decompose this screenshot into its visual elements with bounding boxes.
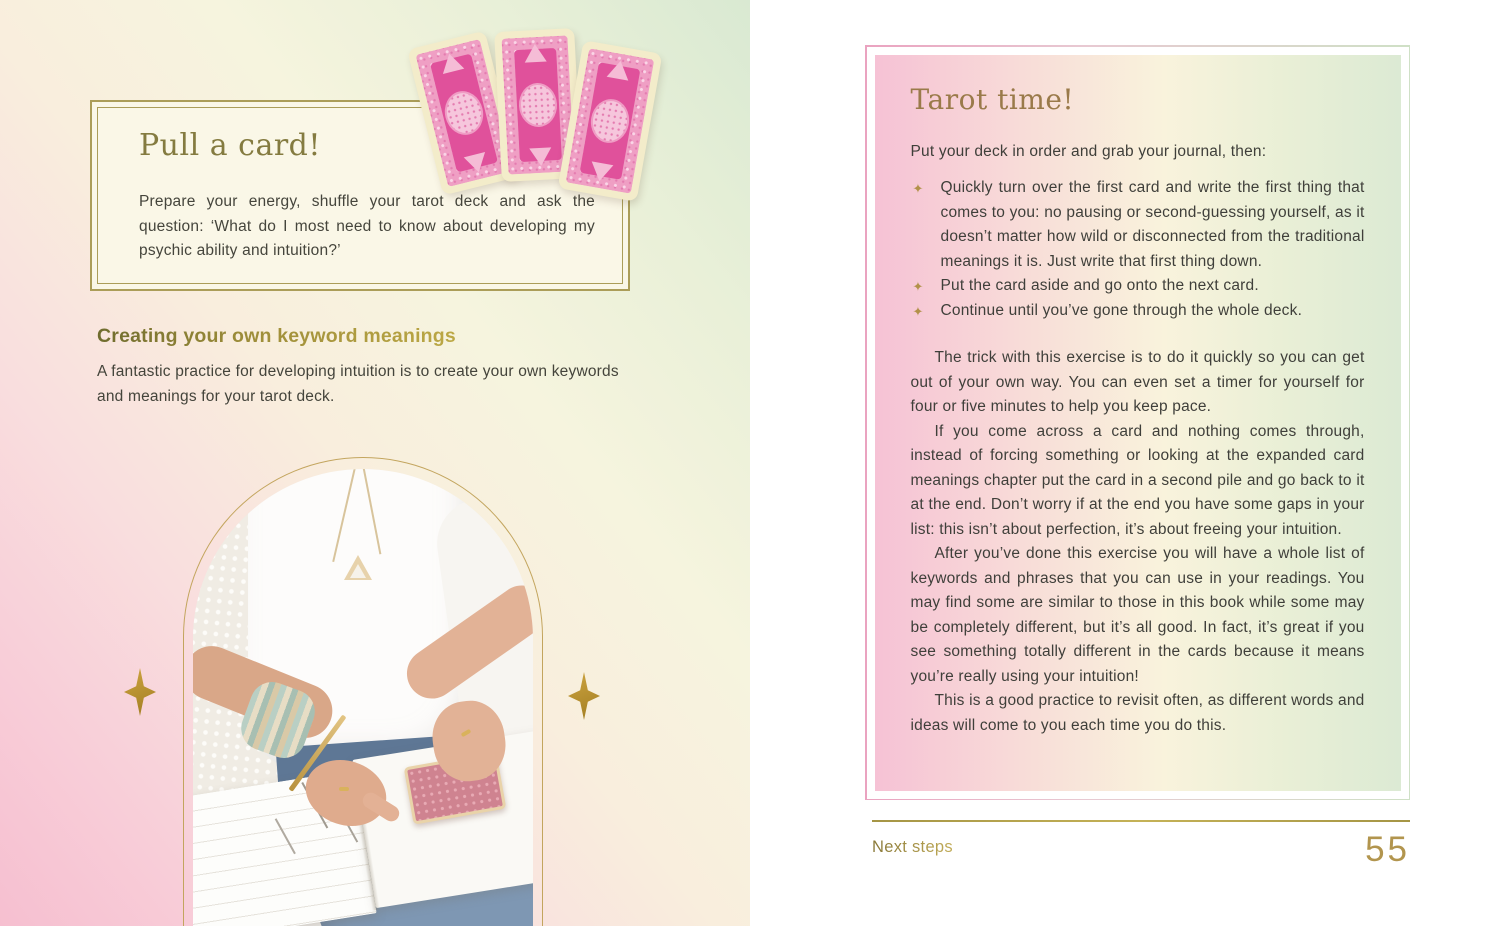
tarot-time-box (875, 55, 1401, 791)
footer-divider (872, 820, 1410, 822)
photo-journaling-with-tarot (193, 469, 533, 926)
sparkle-bullet-icon: ✦ (912, 181, 924, 196)
sparkle-bullet-icon: ✦ (912, 279, 924, 294)
bullet-item (911, 274, 1365, 299)
bullet-item (911, 299, 1365, 324)
right-page (750, 0, 1500, 926)
pull-card-title: Pull a card! (139, 128, 321, 163)
bullet-text: Quickly turn over the first card and write the first thing that comes to you: no pausing or second-guessing yourself, as it doesn’t matter how wild or disconnected from the traditional meanings it is. Just write that first thing down. (940, 179, 1365, 270)
section-text: A fantastic practice for developing intuition is to create your own keywords and meanings for your tarot deck. (97, 363, 619, 405)
tarot-time-box-border (865, 45, 1410, 800)
bullet-list (911, 176, 1365, 324)
pull-card-text: Prepare your energy, shuffle your tarot deck and ask the question: ‘What do I most need to know about developing my psychic ability and intuition?’ (139, 193, 595, 259)
bullet-item (911, 176, 1365, 274)
paragraph: After you’ve done this exercise you will have a whole list of keywords and phrases that you can use in your readings. You may find some are similar to those in this book while some may be completely different, but it’s all good. In fact, it’s great if you see something totally different in the cards because it means you’re really using your intuition! (910, 545, 1365, 685)
bullet-text: Continue until you’ve gone through the whole deck. (940, 302, 1303, 319)
footer-section-label: Next steps (872, 838, 953, 856)
gold-ring (339, 787, 349, 791)
page-number: 55 (1365, 830, 1410, 869)
tarot-time-title: Tarot time! (910, 82, 1075, 116)
body-paragraphs (911, 346, 1365, 738)
paragraph: If you come across a card and nothing comes through, instead of forcing something or looking at the expanded card meanings chapter put the card in a second pile and go back to it at the end. Don’t worry if at the end you have some gaps in your list: this isn’t about perfection, it’s about freeing your intuition. (910, 422, 1365, 538)
sparkle-icon (568, 672, 600, 720)
sparkle-bullet-icon: ✦ (912, 304, 924, 319)
sparkle-icon (124, 668, 156, 716)
tarot-time-intro: Put your deck in order and grab your journal, then: (910, 142, 1267, 160)
section-heading: Creating your own keyword meanings (97, 325, 456, 347)
paragraph: The trick with this exercise is to do it quickly so you can get out of your own way. You can even set a timer for yourself for four or five minutes to help you keep pace. (910, 349, 1365, 415)
bullet-text: Put the card aside and go onto the next card. (940, 277, 1259, 294)
tarot-cards-illustration (420, 26, 660, 206)
paragraph: This is a good practice to revisit often, as different words and ideas will come to you each time you do this. (910, 692, 1365, 734)
